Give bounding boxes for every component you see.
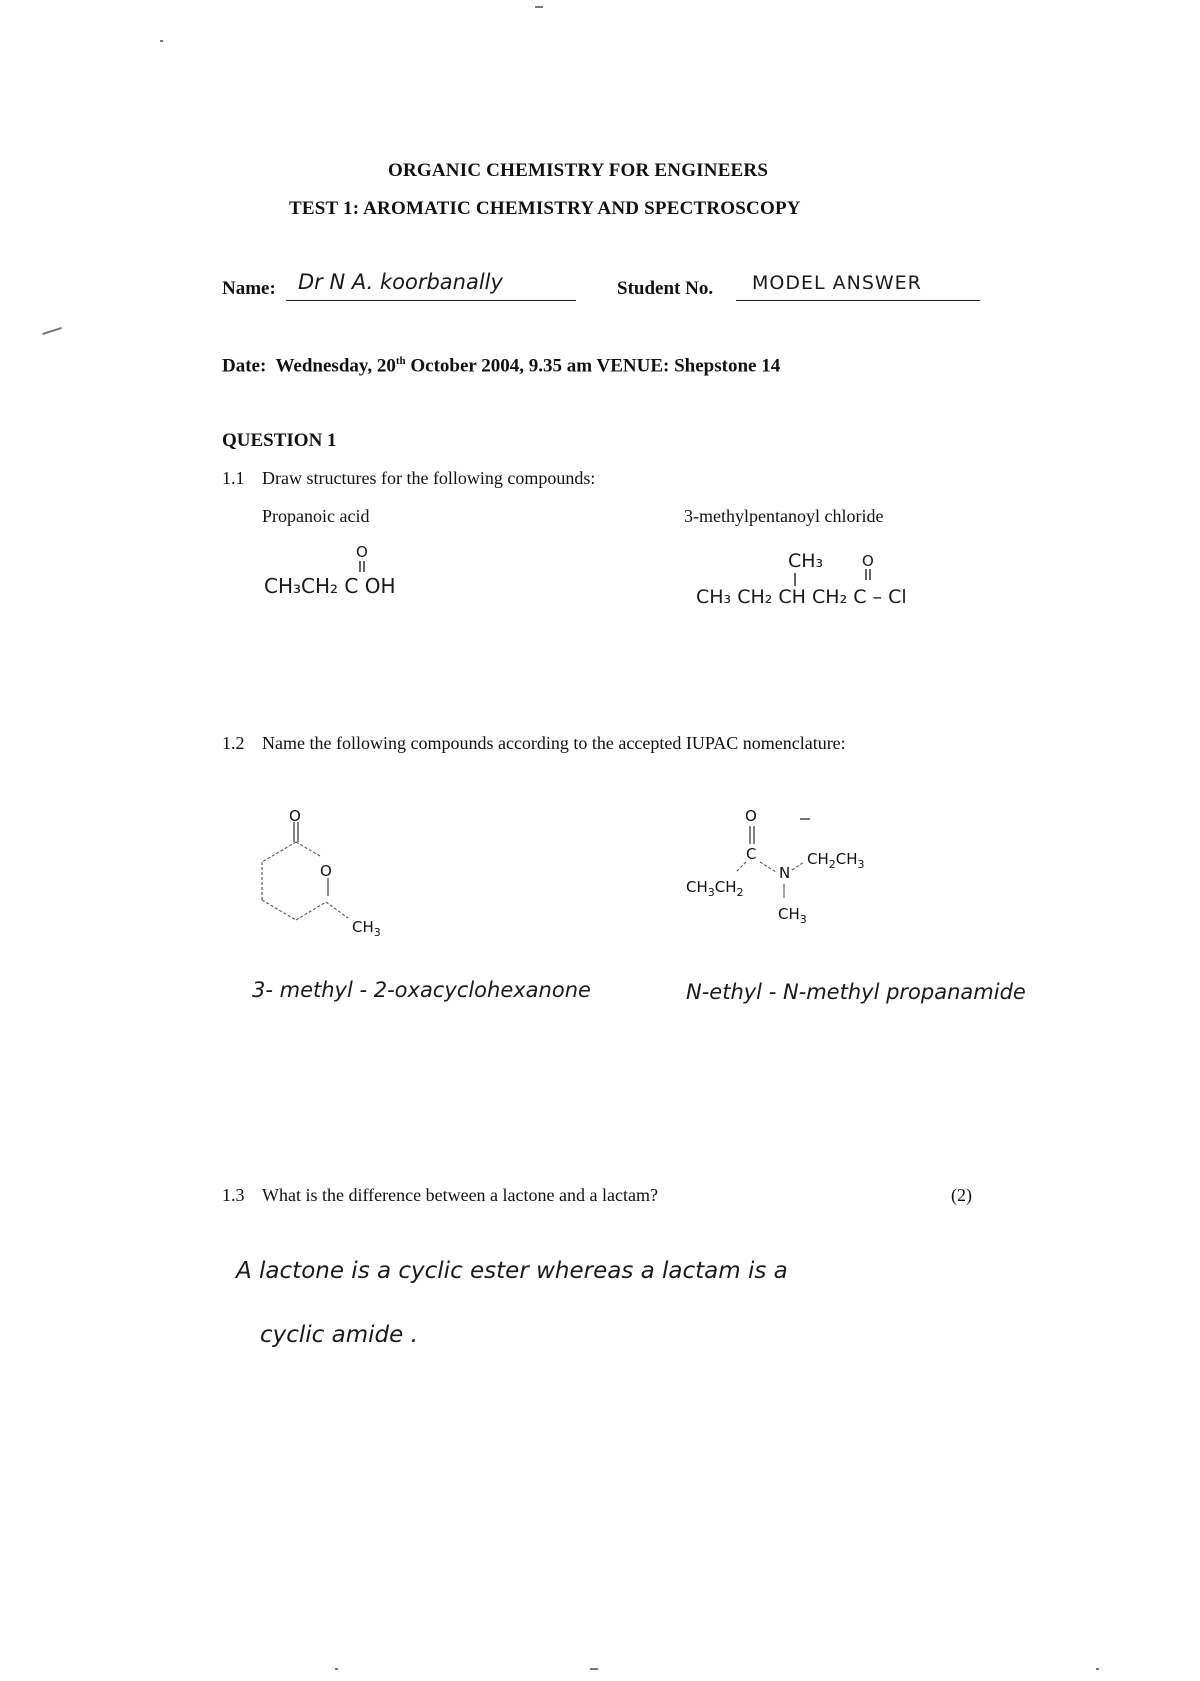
- answer-lactone-name: 3- methyl - 2-oxacyclohexanone: [252, 978, 591, 1002]
- acyl-double-bond: [862, 568, 874, 582]
- name-value: Dr N A. koorbanally: [298, 270, 503, 294]
- q1-1-text: Draw structures for the following compounds:: [262, 468, 596, 488]
- answer-amide-name: N-ethyl - N-methyl propanamide: [686, 980, 1026, 1004]
- scan-speck: [535, 6, 543, 8]
- propanoic-carbonyl-o: O: [356, 543, 368, 561]
- amide-nitrogen: N: [779, 864, 791, 882]
- propanoic-acid-structure: CH₃CH₂ C OH: [264, 574, 396, 598]
- q1-3-number: 1.3: [222, 1185, 245, 1205]
- date-line: [222, 355, 780, 377]
- test-subtitle: TEST 1: AROMATIC CHEMISTRY AND SPECTROSCOPY: [289, 198, 801, 219]
- student-no-label: Student No.: [617, 278, 714, 299]
- acyl-carbonyl-o: O: [862, 552, 874, 570]
- propanoic-double-bond: [356, 560, 368, 574]
- q1-3-marks: (2): [951, 1185, 972, 1205]
- student-no-value: MODEL ANSWER: [752, 272, 922, 294]
- lactone-carbonyl-o: O: [289, 807, 301, 825]
- date-value-pre: Wednesday, 20: [275, 355, 396, 377]
- amide-acyl-ethyl: $CH_3CH_2$: [686, 878, 744, 899]
- page-title: ORGANIC CHEMISTRY FOR ENGINEERS: [388, 160, 769, 181]
- amide-n-ethyl: $CH_2CH_3$: [807, 850, 865, 871]
- name-underline: [286, 300, 576, 301]
- q1-3-text: What is the difference between a lactone and a lactam?: [262, 1185, 658, 1205]
- compound-b-name: 3-methylpentanoyl chloride: [684, 506, 884, 526]
- scan-speck: [160, 40, 163, 42]
- amide-n-ethyl-ch-a: CH: [807, 850, 829, 868]
- amide-carbonyl-o: O: [745, 807, 757, 825]
- lactone-methyl-ch: CH: [352, 918, 374, 936]
- amide-acyl-ethyl-ch-a: CH: [686, 878, 708, 896]
- date-value-sup: th: [395, 355, 406, 367]
- amide-carbonyl-c: C: [746, 845, 757, 863]
- amide-n-ethyl-ch-b: CH: [835, 850, 858, 868]
- scan-speck: [42, 327, 61, 335]
- lactone-ring-o: O: [320, 862, 332, 880]
- name-label: Name:: [222, 278, 276, 299]
- scan-speck: [335, 1668, 338, 1670]
- lactone-methyl: $CH_3$: [352, 918, 381, 939]
- student-no-underline: [736, 300, 980, 301]
- compound-a-name: Propanoic acid: [262, 506, 370, 526]
- scan-speck: [590, 1668, 598, 1670]
- q1-2-text: Name the following compounds according to the accepted IUPAC nomenclature:: [262, 733, 846, 753]
- answer-line-2: cyclic amide .: [260, 1322, 418, 1348]
- amide-acyl-ethyl-ch-b: CH: [714, 878, 737, 896]
- answer-line-1: A lactone is a cyclic ester whereas a lactam is a: [236, 1258, 788, 1284]
- amide-n-methyl: $CH_3$: [778, 905, 807, 926]
- branch-ch3: CH₃: [788, 550, 824, 572]
- q1-1-number: 1.1: [222, 468, 245, 488]
- date-label: Date:: [222, 355, 267, 377]
- scan-speck: [1096, 1668, 1099, 1670]
- q1-2-number: 1.2: [222, 733, 245, 753]
- amide-n-methyl-ch: CH: [778, 905, 800, 923]
- date-value-post: October 2004, 9.35 am VENUE: Shepstone 14: [405, 355, 781, 377]
- methylpentanoyl-chloride-structure: CH₃ CH₂ CH CH₂ C – Cl: [696, 586, 907, 608]
- question-1-heading: QUESTION 1: [222, 430, 337, 451]
